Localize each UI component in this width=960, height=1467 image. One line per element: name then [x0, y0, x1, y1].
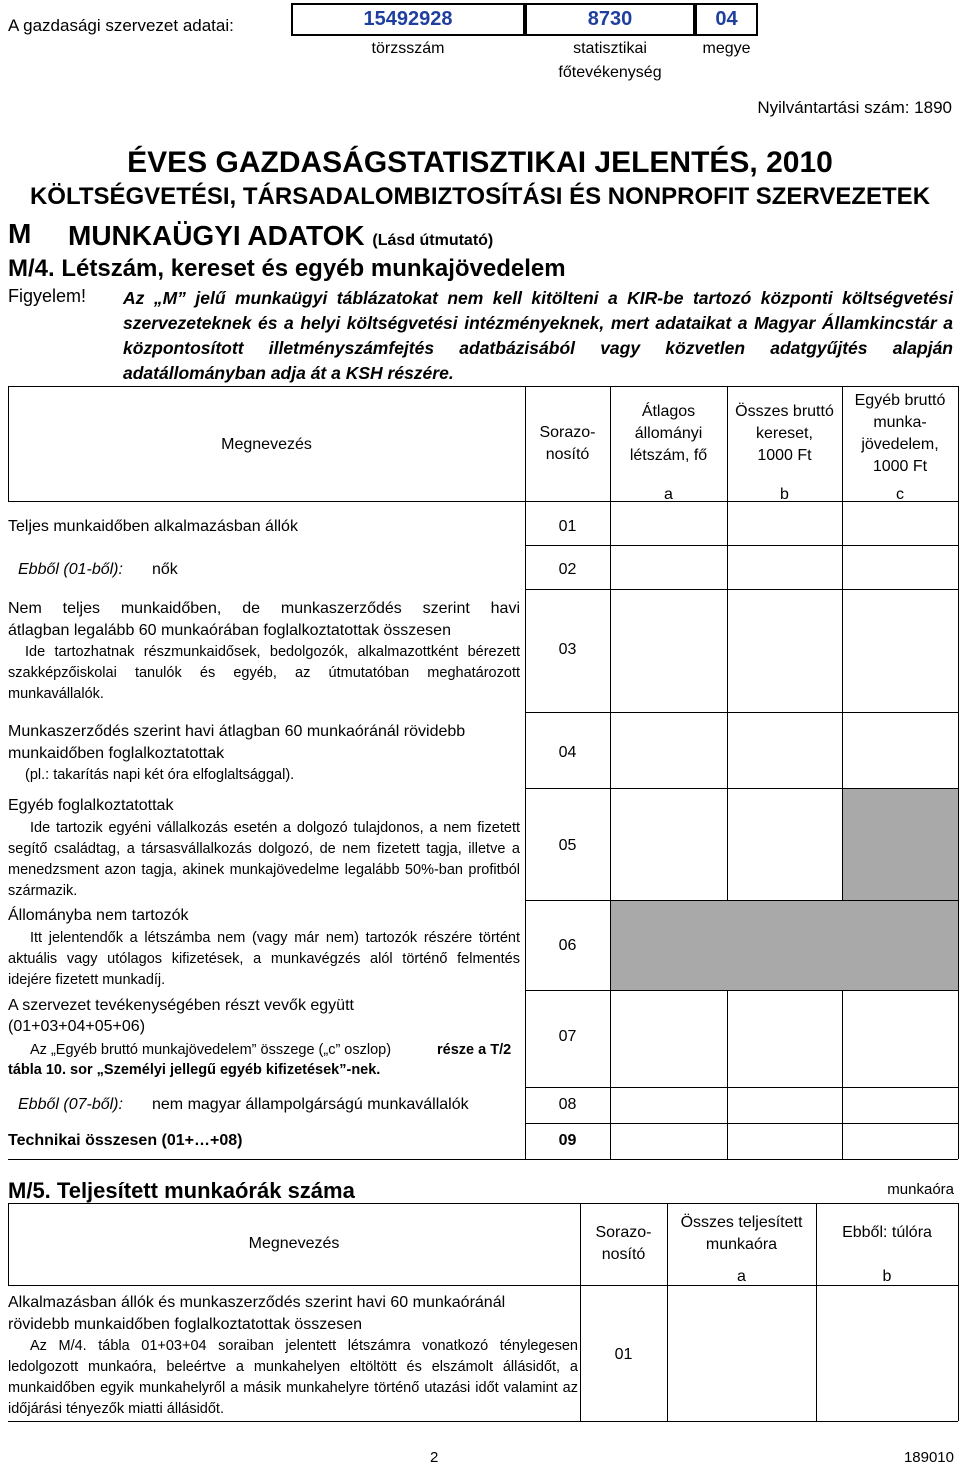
gray-cell-06a	[611, 901, 958, 990]
row-05-line1: Egyéb foglalkoztatottak	[8, 797, 174, 814]
m5-header-code-2: nosító	[601, 1246, 646, 1263]
torzsszam-label: törzsszám	[371, 40, 445, 57]
row-01-label: Teljes munkaidőben alkalmazásban állók	[8, 518, 298, 535]
row-06-note: Itt jelentendők a létszámba nem (vagy már nem) tartozók részére történt aktuális vagy utólagos kifizetések, a munkavégzés alól történő felmentés idejére fizetett munkadíj.	[8, 930, 520, 988]
m4-header-code-1: Sorazo-	[539, 424, 596, 441]
m5-col-letter-b: b	[882, 1268, 892, 1285]
megye-box[interactable]: 04	[695, 3, 758, 36]
m4-header-code-2: nosító	[545, 446, 590, 463]
m4-header-a3: létszám, fő	[629, 447, 708, 464]
row-04-code: 04	[558, 744, 577, 761]
row-08-label: nem magyar állampolgárságú munkavállalók	[152, 1096, 469, 1113]
m5-header-b1: Ebből: túlóra	[842, 1224, 932, 1241]
m4-header-a1: Átlagos	[641, 403, 696, 420]
row-04-note: (pl.: takarítás napi két óra elfoglaltsággal).	[25, 767, 295, 783]
nyilvantartasi-szam: Nyilvántartási szám: 1890	[757, 98, 952, 117]
m5-col-letter-a: a	[737, 1268, 746, 1285]
row-02-prefix: Ebből (01-ből):	[18, 561, 123, 578]
m4-title: M/4. Létszám, kereset és egyéb munkajövedelem	[8, 255, 566, 282]
row-03-line1: Nem teljes munkaidőben, de munkaszerződés szerint havi	[8, 600, 520, 617]
section-title	[68, 220, 493, 252]
m4-header-a2: állományi	[634, 425, 703, 442]
m4-bottom-line	[8, 1159, 958, 1160]
m5-header-name: Megnevezés	[248, 1235, 340, 1252]
m5-unit: munkaóra	[887, 1181, 954, 1198]
row-line	[525, 712, 958, 713]
sub-title: KÖLTSÉGVETÉSI, TÁRSADALOMBIZTOSÍTÁSI ÉS NONPROFIT SZERVEZETEK	[29, 183, 931, 210]
warning-text: Az „M” jelű munkaügyi táblázatokat nem kell kitölteni a KIR-be tartozó központi költségvetési szervezeteknek és a helyi költségvetési intézményeknek, mert adataikat a Magyar Államkincstár a központosított illetményszámfejtés adatbázisából vagy közvetlen adatgyűjtés alapján adatállományban adja át a KSH részére.	[123, 288, 953, 383]
m5-row-note: Az M/4. tábla 01+03+04 soraiban jelentett létszámra vonatkozó ténylegesen ledolgozott munkaóra, beleértve a munkahelyen eltöltött és elszámolt állásidőt, a munkaidőben egyik munkahelyről a másik munkahelyre történő utazási időt valamint az időjárási tényezők miatti állásidőt.	[8, 1338, 578, 1417]
statisztikai-label-2: főtevékenység	[558, 64, 662, 81]
m5-row-line1: Alkalmazásban állók és munkaszerződés szerint havi 60 munkaóránál	[8, 1294, 506, 1311]
warning-label: Figyelem!	[8, 286, 87, 306]
row-02-code: 02	[558, 561, 577, 578]
main-title: ÉVES GAZDASÁGSTATISZTIKAI JELENTÉS, 2010	[127, 146, 833, 179]
m4-header-b1: Összes bruttó	[735, 403, 834, 420]
m5-right-line	[958, 1203, 959, 1421]
row-06-code: 06	[558, 937, 577, 954]
m4-header-name: Megnevezés	[221, 436, 312, 453]
m4-header-b2: kereset,	[756, 425, 813, 442]
row-line	[525, 1087, 958, 1088]
m4-col-letter-b: b	[780, 486, 789, 503]
m5-header-code-1: Sorazo-	[595, 1224, 652, 1241]
m4-header-c1: Egyéb bruttó	[854, 392, 946, 409]
row-07-line2: (01+03+04+05+06)	[8, 1018, 146, 1035]
row-07-code: 07	[558, 1028, 577, 1045]
m5-bottom-line	[8, 1421, 958, 1422]
row-05-note: Ide tartozik egyéni vállalkozás esetén a dolgozó tulajdonos, a nem fizetett segítő családtag, a társasvállalkozás dolgozó, de nem fizetett tagja, illetve a menedzsment azon tagja, akinek munkajövedelme legalább 50%-ban profitból származik.	[8, 820, 520, 899]
statisztikai-box[interactable]: 8730	[525, 3, 695, 36]
row-03-code: 03	[558, 641, 577, 658]
m4-right-line	[958, 386, 959, 1159]
row-07-note1b: része a T/2	[437, 1042, 512, 1058]
m4-header-c4: 1000 Ft	[872, 458, 928, 475]
row-line	[525, 1123, 958, 1124]
row-07-note1: Az „Egyéb bruttó munkajövedelem” összege („c” oszlop)	[30, 1042, 392, 1058]
row-03-note: Ide tartozhatnak részmunkaidősek, bedolgozók, alkalmazottként bérezett szakképzőiskolai tanulók és egyéb, az útmutatóban meghatározott munkavállalók.	[8, 644, 520, 702]
row-03-line2: átlagban legalább 60 munkaórában foglalkoztatottak összesen	[8, 622, 451, 639]
m5-row-line2: rövidebb munkaidőben foglalkoztatottak összesen	[8, 1316, 362, 1333]
row-line	[525, 589, 958, 590]
row-09-code: 09	[558, 1132, 577, 1149]
statisztikai-label-1: statisztikai	[573, 40, 647, 57]
form-code: 189010	[903, 1449, 954, 1466]
row-07-note2: tábla 10. sor „Személyi jellegű egyéb kifizetések”-nek.	[8, 1062, 381, 1078]
m4-header-c3: jövedelem,	[861, 436, 939, 453]
row-06-line1: Állományba nem tartozók	[8, 907, 189, 924]
row-08-code: 08	[558, 1096, 577, 1113]
section-letter: M	[8, 218, 32, 249]
m5-row-code: 01	[614, 1346, 633, 1363]
m5-header-a2: munkaóra	[705, 1236, 778, 1253]
row-line	[525, 990, 958, 991]
m4-header-c2: munka-	[873, 414, 927, 431]
megye-label: megye	[702, 40, 751, 57]
row-01-code: 01	[558, 518, 577, 535]
row-07-line1: A szervezet tevékenységében részt vevők együtt	[8, 997, 354, 1014]
m4-header-b3: 1000 Ft	[757, 447, 812, 464]
org-label: A gazdasági szervezet adatai:	[8, 16, 234, 35]
row-line	[525, 545, 958, 546]
section-title-text: MUNKAÜGYI ADATOK	[68, 220, 365, 251]
m5-header-a1: Összes teljesített	[680, 1214, 803, 1231]
page-number: 2	[430, 1449, 439, 1466]
row-02-label: nők	[152, 561, 178, 578]
row-05-code: 05	[558, 837, 577, 854]
m4-col-letter-c: c	[896, 486, 904, 503]
row-09-label: Technikai összesen (01+…+08)	[8, 1132, 243, 1149]
m4-col-letter-a: a	[664, 486, 673, 503]
row-04-line2: munkaidőben foglalkoztatottak	[8, 745, 225, 762]
row-08-prefix: Ebből (07-ből):	[18, 1096, 123, 1113]
torzsszam-box[interactable]: 15492928	[291, 3, 525, 36]
gray-cell-05c	[843, 789, 958, 900]
m4-top-line	[8, 386, 958, 387]
m5-title: M/5. Teljesített munkaórák száma	[8, 1178, 355, 1203]
row-04-line1: Munkaszerződés szerint havi átlagban 60 munkaóránál rövidebb	[8, 723, 466, 740]
section-note[interactable]: (Lásd útmutató)	[372, 232, 494, 249]
